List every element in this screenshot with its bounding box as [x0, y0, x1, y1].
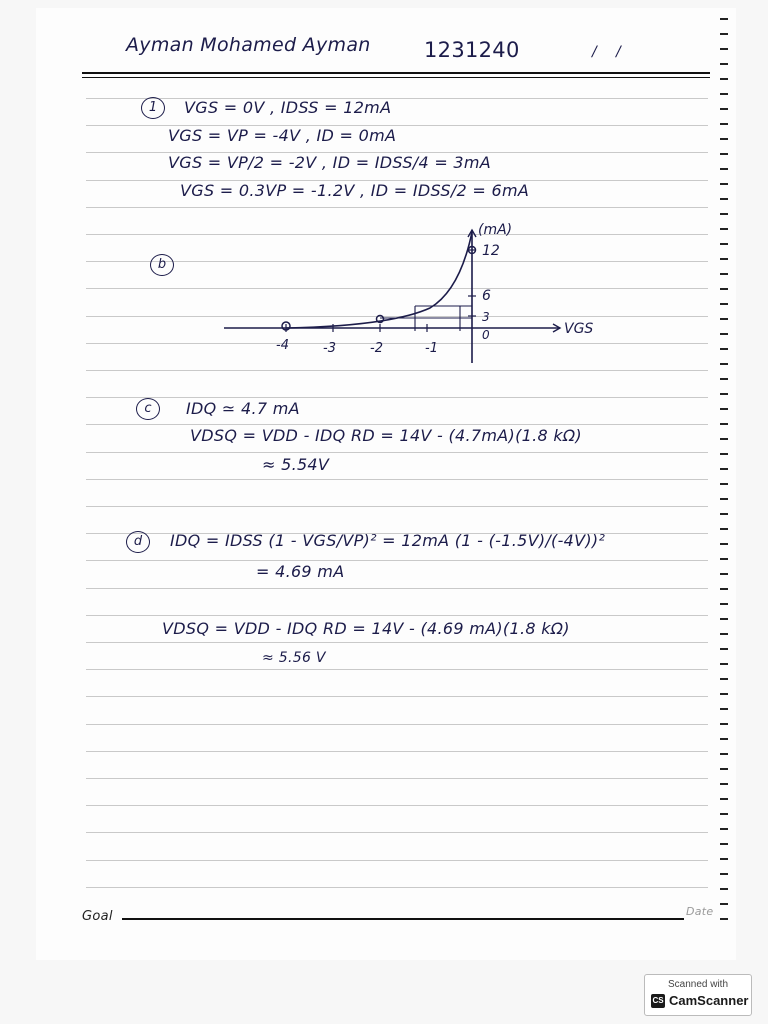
ruled-line [86, 696, 708, 697]
ruled-line [86, 615, 708, 616]
spiral-ring-mark [720, 258, 728, 270]
footer-date-mark: Date [686, 905, 714, 918]
ruled-line [86, 642, 708, 643]
spiral-ring-mark [720, 858, 728, 870]
spiral-ring-mark [720, 768, 728, 780]
spiral-ring-mark [720, 453, 728, 465]
spiral-ring-mark [720, 93, 728, 105]
y-axis-label: (mA) [478, 222, 513, 238]
spiral-ring-mark [720, 348, 728, 360]
spiral-ring-mark [720, 138, 728, 150]
ruled-line [86, 479, 708, 480]
ruled-line [86, 506, 708, 507]
part-a-line-1: VGS = 0V , IDSS = 12mA [184, 98, 392, 117]
spiral-ring-mark [720, 393, 728, 405]
footer-rule [122, 918, 684, 920]
spiral-ring-mark [720, 783, 728, 795]
spiral-ring-mark [720, 873, 728, 885]
spiral-ring-mark [720, 123, 728, 135]
ruled-line [86, 98, 708, 99]
spiral-ring-mark [720, 168, 728, 180]
part-a-line-2: VGS = VP = -4V , ID = 0mA [168, 126, 397, 145]
spiral-ring-mark [720, 558, 728, 570]
ruled-line [86, 560, 708, 561]
ruled-line [86, 452, 708, 453]
part-a-line-3: VGS = VP/2 = -2V , ID = IDSS/4 = 3mA [168, 153, 492, 172]
spiral-ring-mark [720, 648, 728, 660]
spiral-ring-mark [720, 693, 728, 705]
stamp-brand: CamScanner [669, 993, 749, 1008]
spiral-ring-mark [720, 798, 728, 810]
y-tick-label-6: 6 [482, 288, 491, 304]
spiral-ring-mark [720, 273, 728, 285]
spiral-ring-mark [720, 618, 728, 630]
spiral-ring-mark [720, 108, 728, 120]
spiral-ring-mark [720, 603, 728, 615]
spiral-ring-mark [720, 843, 728, 855]
ruled-line [86, 370, 708, 371]
spiral-ring-mark [720, 813, 728, 825]
part-d-line-4: ≈ 5.56 V [262, 650, 326, 666]
spiral-ring-mark [720, 423, 728, 435]
ruled-line [86, 207, 708, 208]
part-a-line-4: VGS = 0.3VP = -1.2V , ID = IDSS/2 = 6mA [180, 181, 530, 200]
part-c-line-1: IDQ ≃ 4.7 mA [186, 399, 300, 418]
ruled-line [86, 832, 708, 833]
footer-goal-mark: Goal [82, 909, 113, 924]
part-d-line-1: IDQ = IDSS (1 - VGS/VP)² = 12mA (1 - (-1.5V)/(-4V))² [170, 531, 606, 550]
spiral-ring-mark [720, 588, 728, 600]
y-tick-label-3: 3 [482, 310, 490, 324]
spiral-ring-mark [720, 543, 728, 555]
spiral-ring-mark [720, 198, 728, 210]
spiral-ring-mark [720, 708, 728, 720]
part-c-marker: c [136, 398, 160, 420]
transfer-curve [286, 232, 472, 328]
x-tick-label-4: -4 [276, 338, 289, 353]
spiral-ring-mark [720, 18, 728, 30]
part-d-line-3: VDSQ = VDD - IDQ RD = 14V - (4.69 mA)(1.8 kΩ) [162, 619, 570, 638]
spiral-ring-mark [720, 918, 728, 930]
ruled-line [86, 397, 708, 398]
spiral-ring-mark [720, 738, 728, 750]
spiral-ring-mark [720, 888, 728, 900]
header-rule [82, 72, 710, 74]
header-marks: / / [592, 44, 622, 60]
ruled-line [86, 669, 708, 670]
header-rule-2 [82, 77, 710, 78]
camscanner-logo-icon: CS [651, 994, 665, 1008]
spiral-ring-mark [720, 468, 728, 480]
ruled-line [86, 588, 708, 589]
spiral-ring-mark [720, 153, 728, 165]
y-tick-label-12: 12 [482, 243, 500, 259]
spiral-ring-mark [720, 183, 728, 195]
spiral-ring-mark [720, 678, 728, 690]
spiral-ring-mark [720, 753, 728, 765]
spiral-ring-mark [720, 573, 728, 585]
spiral-ring-mark [720, 483, 728, 495]
student-id: 1231240 [424, 38, 520, 62]
spiral-ring-mark [720, 513, 728, 525]
spiral-ring-mark [720, 663, 728, 675]
spiral-ring-mark [720, 633, 728, 645]
student-name: Ayman Mohamed Ayman [126, 34, 371, 56]
spiral-ring-mark [720, 723, 728, 735]
ruled-line [86, 887, 708, 888]
spiral-ring-mark [720, 333, 728, 345]
transfer-curve-graph [220, 218, 600, 368]
spiral-ring-mark [720, 828, 728, 840]
x-tick-label-1: -1 [425, 341, 438, 356]
spiral-ring-mark [720, 363, 728, 375]
ruled-line [86, 724, 708, 725]
spiral-ring-mark [720, 288, 728, 300]
y-tick-label-0: 0 [482, 328, 490, 342]
spiral-ring-mark [720, 378, 728, 390]
x-tick-label-2: -2 [370, 341, 383, 356]
ruled-line [86, 751, 708, 752]
spiral-ring-mark [720, 528, 728, 540]
part-c-line-2: VDSQ = VDD - IDQ RD = 14V - (4.7mA)(1.8 kΩ) [190, 426, 582, 445]
ruled-line [86, 860, 708, 861]
camscanner-stamp [644, 974, 752, 1016]
ruled-line [86, 424, 708, 425]
x-tick-label-3: -3 [323, 341, 336, 356]
notebook-page [36, 8, 736, 960]
spiral-ring-mark [720, 63, 728, 75]
part-c-line-3: ≈ 5.54V [262, 455, 330, 474]
part-a-marker: 1 [141, 97, 165, 119]
ruled-line [86, 778, 708, 779]
stamp-caption: Scanned with [667, 979, 729, 990]
x-axis-label: VGS [564, 321, 594, 337]
spiral-ring-mark [720, 33, 728, 45]
spiral-ring-mark [720, 213, 728, 225]
ruled-line [86, 805, 708, 806]
spiral-ring-mark [720, 48, 728, 60]
spiral-ring-mark [720, 903, 728, 915]
spiral-ring-mark [720, 78, 728, 90]
spiral-ring-mark [720, 243, 728, 255]
part-d-marker: d [126, 531, 150, 553]
spiral-ring-mark [720, 438, 728, 450]
spiral-ring-mark [720, 318, 728, 330]
spiral-ring-mark [720, 408, 728, 420]
spiral-ring-mark [720, 498, 728, 510]
part-b-marker: b [150, 254, 174, 276]
spiral-ring-mark [720, 303, 728, 315]
spiral-ring-mark [720, 228, 728, 240]
part-d-line-2: = 4.69 mA [256, 562, 345, 581]
